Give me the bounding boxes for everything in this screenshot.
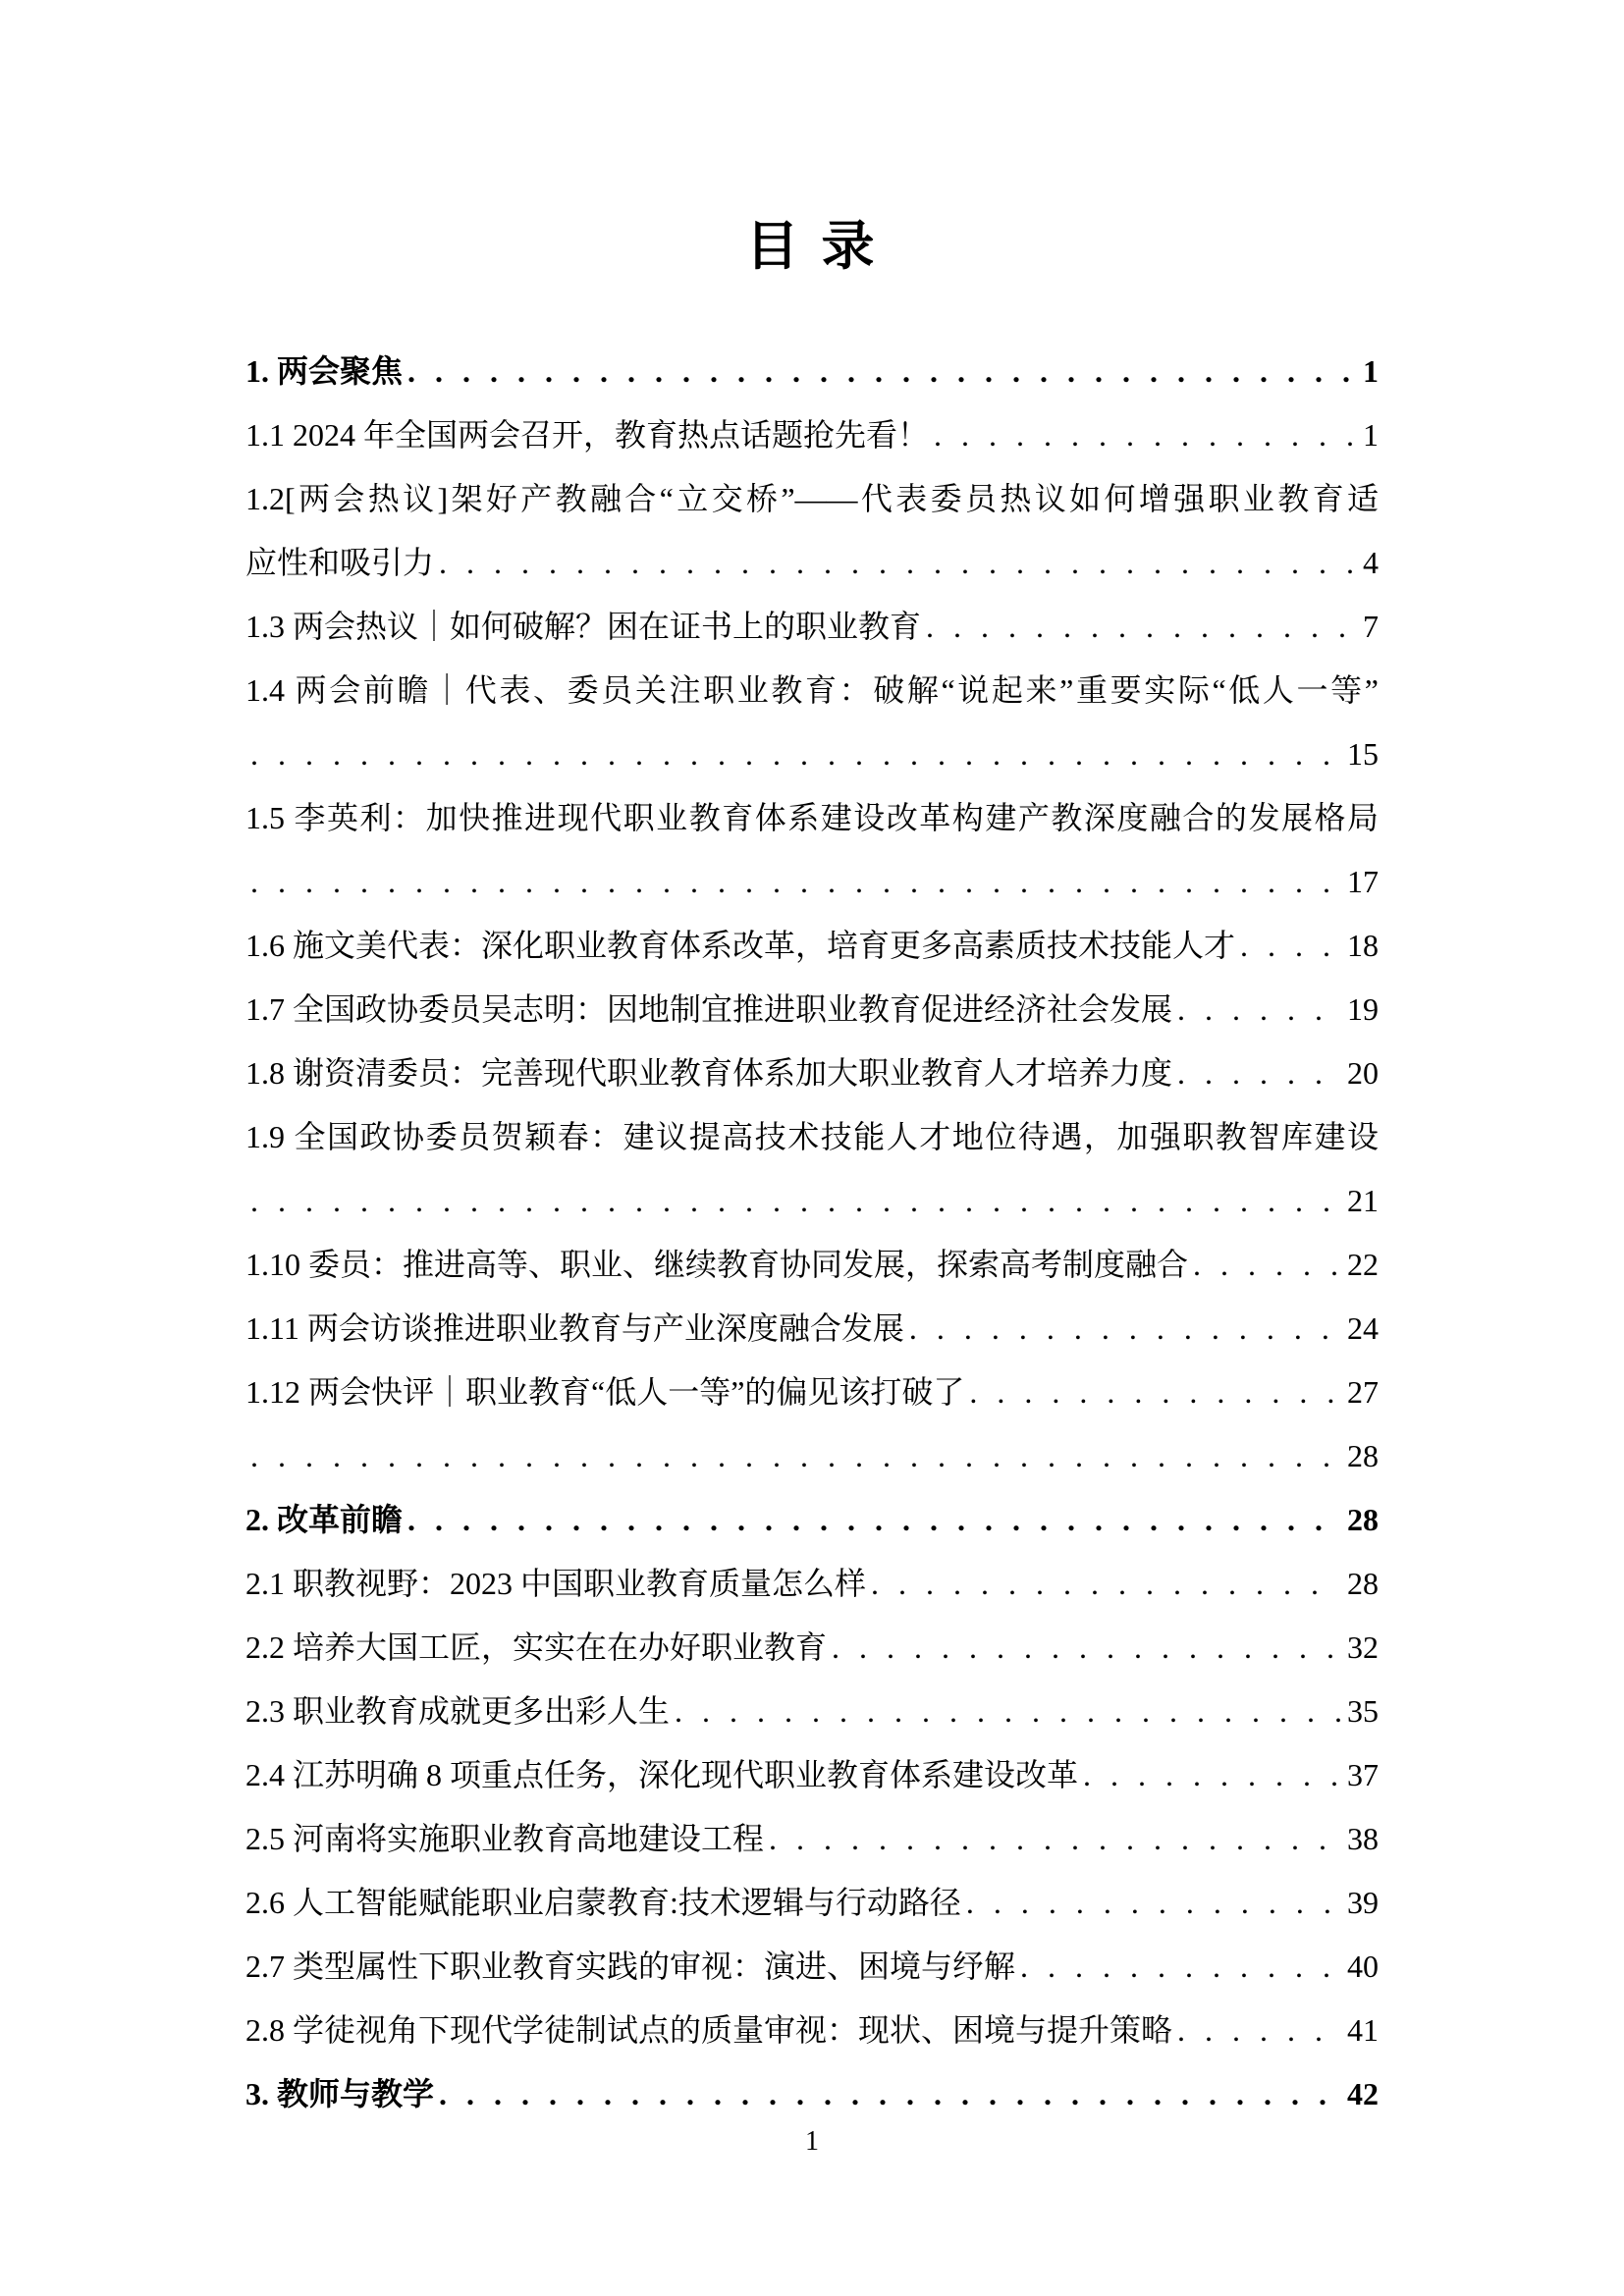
toc-entry-text: 2.7 类型属性下职业教育实践的审视：演进、困境与纾解 (245, 1949, 1016, 1984)
toc-entry-text: 1.4 两会前瞻｜代表、委员关注职业教育：破解“说起来”重要实际“低人一等” (245, 672, 1379, 708)
toc-entry-line (245, 1041, 1379, 1105)
toc-entry-line (245, 1871, 1379, 1935)
toc-entry-text: 2.8 学徒视角下现代学徒制试点的质量审视：现状、困境与提升策略 (245, 2012, 1173, 2048)
toc-page-number: 35 (1347, 1693, 1379, 1729)
toc-entry-line (245, 1935, 1379, 1999)
toc-entry-line (245, 978, 1379, 1041)
toc-entry-line (245, 850, 1379, 914)
toc-page-number: 20 (1347, 1055, 1379, 1091)
toc-entry-line (245, 659, 1379, 722)
toc-dot-leader (407, 340, 1356, 403)
toc-dot-leader (1177, 978, 1340, 1041)
toc-page-number: 41 (1347, 2012, 1379, 2048)
toc-entry-text: 1.6 施文美代表：深化职业教育体系改革，培育更多高素质技术技能人才 (245, 928, 1236, 963)
toc-entry-line (245, 1105, 1379, 1169)
page-title: 目 录 (745, 217, 879, 276)
toc-entry-text: 2.5 河南将实施职业教育高地建设工程 (245, 1821, 765, 1856)
toc-page-number: 21 (1347, 1183, 1379, 1218)
footer-page-number: 1 (805, 2126, 819, 2157)
toc-entry-text: 1.7 全国政协委员吴志明：因地制宜推进职业教育促进经济社会发展 (245, 991, 1173, 1027)
toc-entry-text: 1.11 两会访谈推进职业教育与产业深度融合发展 (245, 1310, 904, 1346)
toc-entry-text: 1.1 2024 年全国两会召开，教育热点话题抢先看！ (245, 417, 930, 453)
toc-entry-line (245, 1297, 1379, 1361)
toc-dot-leader (439, 2062, 1340, 2126)
toc-entry-text: 1.3 两会热议｜如何破解？困在证书上的职业教育 (245, 609, 922, 644)
toc-dot-leader (934, 403, 1356, 467)
toc-entry-text: 1. 两会聚焦 (245, 353, 404, 389)
toc-dot-leader (1083, 1743, 1340, 1807)
toc-entry-text: 2.3 职业教育成就更多出彩人生 (245, 1693, 671, 1729)
toc-entry-line (245, 2062, 1379, 2126)
toc-page-number: 42 (1347, 2076, 1379, 2111)
toc-page-number: 15 (1347, 736, 1379, 772)
toc-entry-line (245, 1552, 1379, 1616)
toc-entry-line (245, 786, 1379, 850)
toc-dot-leader (769, 1807, 1340, 1871)
toc-dot-leader (407, 1488, 1340, 1552)
toc-entry-text: 应性和吸引力 (245, 545, 435, 580)
toc-entry-text: 2.4 江苏明确 8 项重点任务，深化现代职业教育体系建设改革 (245, 1757, 1079, 1792)
toc-entry-text: 1.2[两会热议]架好产教融合“立交桥”——代表委员热议如何增强职业教育适 (245, 481, 1379, 516)
toc-entry-text: 1.12 两会快评｜职业教育“低人一等”的偏见该打破了 (245, 1374, 965, 1410)
toc-entry-line (245, 1680, 1379, 1743)
toc-dot-leader (439, 531, 1356, 595)
toc-page-number: 37 (1347, 1757, 1379, 1792)
toc-dot-leader (675, 1680, 1340, 1743)
toc-page-number: 39 (1347, 1885, 1379, 1920)
toc-dot-leader (250, 1424, 1340, 1488)
toc-page-number: 4 (1363, 545, 1379, 580)
toc-entry-text: 2. 改革前瞻 (245, 1502, 404, 1537)
toc-dot-leader (250, 850, 1340, 914)
toc-dot-leader (969, 1361, 1340, 1424)
toc-dot-leader (1177, 1041, 1340, 1105)
toc-page-number: 1 (1363, 353, 1379, 389)
toc-entry-line (245, 340, 1379, 403)
toc-page-number: 18 (1347, 928, 1379, 963)
toc-entry-line (245, 722, 1379, 786)
toc-entry-line (245, 1424, 1379, 1488)
toc-dot-leader (832, 1616, 1340, 1680)
toc-dot-leader (926, 595, 1356, 659)
toc-dot-leader (1193, 1233, 1340, 1297)
toc-dot-leader (250, 1169, 1340, 1233)
toc-page-number: 40 (1347, 1949, 1379, 1984)
toc-dot-leader (250, 722, 1340, 786)
toc-entry-text: 2.6 人工智能赋能职业启蒙教育:技术逻辑与行动路径 (245, 1885, 961, 1920)
toc-page-number: 22 (1347, 1247, 1379, 1282)
toc-entry-text: 1.5 李英利：加快推进现代职业教育体系建设改革构建产教深度融合的发展格局 (245, 800, 1379, 835)
toc-page-number: 19 (1347, 991, 1379, 1027)
toc-list (245, 340, 1379, 2126)
toc-entry-line (245, 467, 1379, 531)
toc-entry-text: 2.2 培养大国工匠，实实在在办好职业教育 (245, 1629, 828, 1665)
toc-entry-line (245, 1169, 1379, 1233)
toc-page-number: 27 (1347, 1374, 1379, 1410)
toc-dot-leader (1240, 914, 1340, 978)
toc-page-number: 24 (1347, 1310, 1379, 1346)
toc-page-number: 17 (1347, 864, 1379, 899)
toc-entry-line (245, 403, 1379, 467)
toc-entry-text: 2.1 职教视野：2023 中国职业教育质量怎么样 (245, 1566, 867, 1601)
toc-entry-line (245, 1999, 1379, 2062)
toc-dot-leader (1020, 1935, 1340, 1999)
toc-entry-line (245, 595, 1379, 659)
toc-page-number: 28 (1347, 1502, 1379, 1537)
toc-entry-line (245, 1361, 1379, 1424)
toc-entry-text: 1.9 全国政协委员贺颖春：建议提高技术技能人才地位待遇，加强职教智库建设 (245, 1119, 1379, 1154)
toc-dot-leader (1177, 1999, 1340, 2062)
toc-page-number: 28 (1347, 1566, 1379, 1601)
toc-page-number: 7 (1363, 609, 1379, 644)
toc-entry-text: 1.8 谢资清委员：完善现代职业教育体系加大职业教育人才培养力度 (245, 1055, 1173, 1091)
toc-page-number: 32 (1347, 1629, 1379, 1665)
toc-entry-line (245, 1488, 1379, 1552)
toc-page-number: 1 (1363, 417, 1379, 453)
toc-page-number: 38 (1347, 1821, 1379, 1856)
toc-entry-text: 1.10 委员：推进高等、职业、继续教育协同发展，探索高考制度融合 (245, 1247, 1189, 1282)
toc-entry-line (245, 1743, 1379, 1807)
toc-entry-line (245, 1233, 1379, 1297)
toc-entry-line (245, 1616, 1379, 1680)
toc-page-number: 28 (1347, 1438, 1379, 1473)
toc-dot-leader (871, 1552, 1340, 1616)
toc-dot-leader (909, 1297, 1340, 1361)
toc-entry-line (245, 531, 1379, 595)
toc-dot-leader (966, 1871, 1340, 1935)
toc-entry-line (245, 1807, 1379, 1871)
toc-entry-text: 3. 教师与教学 (245, 2076, 435, 2111)
toc-entry-line (245, 914, 1379, 978)
